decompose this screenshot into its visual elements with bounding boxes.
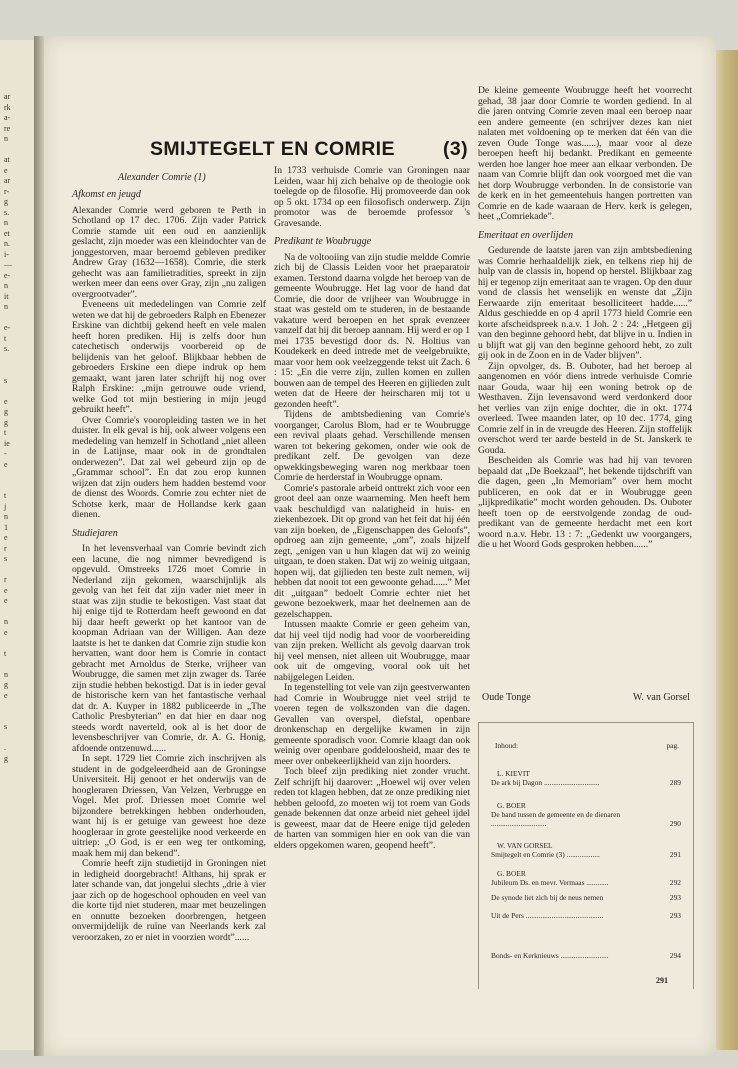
- left-page-fragment: g: [4, 197, 8, 206]
- book-gutter: [34, 36, 44, 1056]
- left-page-fragment: n: [4, 218, 8, 227]
- paragraph: Gedurende de laatste jaren van zijn ambtsbediening was Comrie herhaaldelijk ziek, en telkens riep hij de hulp van de classis in, hopend op herstel. Blijkbaar zag hij er tegenop zijn emeritaat aan te vragen. Op den duur vond de classis het wenselijk en wenste dat „Zijn Eerwaarde zijn emeritaat besolliciteert hadde......” Aldus geschiedde en op 4 april 1773 hield Comrie een korte afscheidspreek n.a.v. 1 Joh. 2 : 24: „Hetgeen gij van den beginne gehoord hebt, dat blijve in u. Indien in u blijft wat gij van den beginne gehoord hebt, zo zult gij ook in de Zoon en in de Vader blijven”.: [478, 245, 692, 361]
- toc-entry-page: 293: [669, 911, 681, 920]
- toc-entry-title: Smijtegelt en Comrie (3) ..................: [491, 850, 600, 859]
- left-page-fragment: e: [4, 627, 8, 637]
- left-page-fragment: e: [4, 533, 8, 542]
- toc-entry-title: De band tussen de gemeente en de dienaren ..............................: [491, 810, 621, 828]
- left-page-fragment: t: [4, 333, 7, 343]
- toc-entry-author: G. BOER: [497, 869, 526, 878]
- left-page-edge: [0, 40, 35, 1050]
- section-heading: Studiejaren: [72, 527, 118, 539]
- left-page-fragment: e: [4, 596, 8, 605]
- left-page-fragment: at: [4, 155, 10, 164]
- toc-entry[interactable]: [491, 769, 681, 787]
- toc-entry[interactable]: [491, 869, 681, 887]
- left-page-fragment: re: [4, 123, 11, 133]
- toc-entry[interactable]: [491, 951, 681, 960]
- toc-entry[interactable]: [491, 841, 681, 859]
- left-page-fragment: n: [4, 281, 8, 290]
- signature-place: Oude Tonge: [482, 692, 531, 703]
- left-page-fragment: n.: [4, 239, 10, 248]
- text-column-1: [72, 190, 266, 943]
- left-page-fragment: g: [4, 417, 8, 427]
- toc-entry[interactable]: [491, 801, 681, 828]
- signature-author: W. van Gorsel: [632, 692, 690, 703]
- left-page-fragment: n: [4, 512, 8, 521]
- paragraph: In het levensverhaal van Comrie bevindt zich een lacune, die nog nimmer bevredigend is opgevuld. Omstreeks 1726 moet Comrie in Nederland zijn gekomen, waarschijnlijk als gevolg van het feit dat zijn vader niet meer in staat was zijn studie te bekostigen. Vast staat dat hij enige tijd te Rotterdam heeft gewoond en dat hij daar heeft gewerkt op het kantoor van de koopman Adriaan van der Willigen. Aan deze laatste is het te danken dat Comrie zijn studie kon hervatten, want door hem is Comrie in contact gebracht met Arnoldus de Sterke, vrijheer van Woubrugge, die samen met zijn zwager ds. Tarée zijn studie hebben bekostigd. Dat is in ieder geval de historische kern van het fantastische verhaal dat dr. A. Kuyper in 1882 publiceerde in „The Catholic Presbyterian” en dat hier en daar nog steeds wordt naverteld, ook al is het door de levensbeschrijver van Comrie, dr. A. G. Honig, afdoende ontzenuwd......: [72, 543, 266, 754]
- toc-entry-page: 294: [669, 951, 681, 960]
- section-heading: Predikant te Woubrugge: [274, 236, 372, 247]
- left-page-fragment: e-: [4, 270, 11, 280]
- page-block-edge: [716, 50, 738, 1050]
- paragraph: Comrie's pastorale arbeid onttrekt zich voor een groot deel aan onze waarneming. Men heeft hem vaak beschuldigd van nalatigheid in huis- en ziekenbezoek. Dit op grond van het feit dat hij één van zijn boeken, de „Eigenschappen des Geloofs”, opdroeg aan zijn gemeente, „om”, zoals hijzelf zegt, „enigen van u hun klagen dat wij zo weinig uitgaan, te doen staken. Dat wij zo weinig uitgaan, hopen wij, dat gijlieden ten beste zult nemen, wij hebben dat nooit tot een gewoonte gehad......” Met dit „uitgaan” bedoelt Comrie echter niet het gewone bezoekwerk, maar het deelnemen aan de gezelschappen.: [274, 482, 470, 620]
- toc-entry-title: Uit de Pers ..........................................: [491, 911, 604, 920]
- left-page-fragment: ar: [4, 176, 11, 185]
- toc-entry-page: 292: [669, 878, 681, 887]
- toc-entry[interactable]: [491, 911, 681, 920]
- left-page-fragment: t: [4, 491, 7, 500]
- article-signature: [482, 692, 690, 703]
- left-page-fragment: a-: [4, 113, 11, 122]
- paragraph: Over Comrie's vooropleiding tasten we in het duister. In elk geval is hij, ook alweer volgens een mededeling van hemzelf in Schotland „niet alleen in de Latijnse, maar ook in de grondtalen onderwezen”. Dat zal wel gebeurd zijn op de „Grammar school”. En dat zou erop kunnen wijzen dat zijn ouders hem hadden bestemd voor de dienst des Woords. Comrie zou echter niet de Schotse kerk, maar de Hollandse kerk gaan dienen.: [72, 414, 266, 520]
- article-part-number: (3): [442, 138, 468, 160]
- toc-entry-title: De synode liet zich bij de neus nemen: [491, 893, 604, 902]
- paragraph: Toch bleef zijn prediking niet zonder vrucht. Zelf schrijft hij daarover: „Hoewel wij over velen reden tot klagen hebben, dat ze onze prediking niet hebben geloofd, zo moeten wij tot roem van Gods genade bekennen dat onze arbeid niet geheel ijdel is geweest, maar dat de Heere enige tijd geleden de harten van sommigen hier en ook van die van elders opgekomen waren, geopend heeft”.: [274, 766, 470, 851]
- left-page-fragment: s: [4, 722, 8, 731]
- toc-entry-page: 293: [669, 893, 681, 902]
- left-page-fragment: et: [4, 228, 10, 238]
- section-heading: Afkomst en jeugd: [72, 189, 141, 200]
- left-page-fragment: s.: [4, 344, 10, 353]
- left-page-fragment: n: [4, 302, 8, 311]
- left-page-fragment: e: [4, 396, 8, 406]
- left-page-fragment: e: [4, 165, 8, 175]
- toc-entry-page: 289: [669, 778, 681, 787]
- paragraph: In 1733 verhuisde Comrie van Groningen naar Leiden, waar hij zich behalve op de theologie ook toelegde op de filosofie. Hij promoveerde dan ook op 5 okt. 1734 op een filosofisch onderwerp. Zijn promotor was de beroemde professor 's Gravesande.: [274, 165, 470, 229]
- paragraph: In tegenstelling tot vele van zijn geestverwanten had Comrie in Woubrugge niet veel strijd te voeren tegen de volkszonden van die dagen. Gevallen van overspel, diefstal, openbare dronkenschap en dergelijke kwamen in zijn gemeente sporadisch voor. Comrie klaagt dan ook weinig over openbare goddeloosheid, maar des te meer over onbekeerlijkheid van zijn hoorders.: [274, 682, 470, 767]
- article-title: [150, 138, 468, 161]
- toc-heading: Inhoud:: [495, 741, 518, 750]
- paragraph: Zijn opvolger, ds. B. Ouboter, had het beroep al aangenomen en vóór diens intrede verhuisde Comrie naar Gouda, waar hij een woning betrok op de Westhaven. Zijn levensavond werd verdonkerd door het verlies van zijn enige dochter, die in okt. 1774 overleed. Twee maanden later, op 10 dec. 1774, ging Comrie zelf in in de vreugde des Heeren. Zijn stoffelijk overschot werd ter aarde besteld in de St. Janskerk te Gouda.: [478, 360, 692, 456]
- left-page-fragment: e: [4, 585, 8, 595]
- toc-entry-title: Bonds- en Kerknieuws ..........................: [491, 951, 609, 960]
- left-page-fragment: n: [4, 134, 8, 143]
- toc-entry-author: L. KIEVIT: [497, 769, 530, 778]
- toc-entry-title: De ark bij Dagon ..............................: [491, 778, 600, 787]
- left-page-fragment: n: [4, 617, 8, 626]
- toc-entry[interactable]: [491, 893, 681, 902]
- toc-entry-author: G. BOER: [497, 801, 526, 810]
- left-page-fragment: s: [4, 375, 8, 385]
- left-page-fragment: e-: [4, 323, 11, 332]
- left-page-fragment: n: [4, 669, 8, 679]
- left-page-fragment: 1: [4, 522, 8, 532]
- left-page-fragment: ie: [4, 438, 10, 448]
- left-page-fragment: t: [4, 648, 7, 658]
- left-page-fragment: i-: [4, 249, 9, 259]
- left-page-fragment: -: [4, 449, 7, 458]
- section-heading: Emeritaat en overlijden: [478, 229, 573, 241]
- toc-entry-page: 290: [669, 819, 681, 828]
- paragraph: Comrie heeft zijn studietijd in Groningen niet in ledigheid doorgebracht! Althans, hij sprak er later schande van, dat jongelui slechts „drie à vier jaar zich op de hogeschool ophouden en veel van die korte tijd niet studeren, maar met beuzelingen en onnutte bezoeken doorbrengen, hetgeen onvermijdelijk de ruïne van Neerlands kerk zal veroorzaken, zo er niet in voorzien wordt”......: [72, 858, 266, 943]
- paragraph: Tijdens de ambtsbediening van Comrie's voorganger, Carolus Blom, had er te Woubrugge een revival plaats gehad. Verschillende mensen waren tot bekering gekomen, onder wie ook de predikant zelf. De gevolgen van deze opwekkingsbeweging waren nog merkbaar toen Comrie de herderstaf in Woubrugge opnam.: [274, 409, 470, 483]
- left-page-fragment: .: [4, 743, 6, 752]
- paragraph: De kleine gemeente Woubrugge heeft het voorrecht gehad, 38 jaar door Comrie te worden gediend. In al die jaren ontving Comrie zeven maal een beroep naar een andere gemeente (en schrijver dezes kan niet nalaten met voldoening op te merken dat één van die zeven Oude Tonge was......), maar voor al deze beroepen heeft hij bedankt. Predikant en gemeente werden hoe langer hoe meer aan elkaar verbonden. De naam van Comrie blijft dan ook voorgoed met die van het dorp Woubrugge verbonden. In de consistorie van de kerk en in het gemeentehuis hangen portretten van Comrie en de kade waaraan de Herv. kerk is gelegen, heet „Comriekade”.: [478, 85, 692, 222]
- left-page-fragment: j: [4, 501, 7, 511]
- left-page-fragment: g: [4, 407, 8, 416]
- left-page-fragment: —: [4, 260, 12, 269]
- left-page-fragment: s.: [4, 207, 10, 217]
- left-page-fragment: it: [4, 291, 9, 301]
- paragraph: In sept. 1729 liet Comrie zich inschrijven als student in de godgeleerdheid aan de Groningse Universiteit. Hij genoot er het onderwijs van de hoogleraren Driessen, Van Velzen, Verbrugge en Vogel. Met prof. Driessen moet Comrie wel bijzondere betrekkingen hebben onderhouden, want hij is er getuige van geweest hoe deze hoogleraar in grote geestelijke nood verkeerde en uitriep: „O God, is er een weg ter ontkoming, maak hem mij dan bekend”.: [72, 753, 266, 859]
- toc-header: [495, 741, 679, 750]
- left-page-fragment: r: [4, 575, 7, 584]
- left-page-fragment: e: [4, 459, 8, 469]
- left-page-fragment: g: [4, 753, 8, 763]
- toc-page-label: pag.: [666, 741, 679, 750]
- paragraph: Intussen maakte Comrie er geen geheim van, dat hij veel tijd nodig had voor de voorbereiding van zijn preken. Wellicht als gevolg daarvan trok hij veel mensen, niet alleen uit Woubrugge, maar ook uit de omgeving, vooral ook uit het nabijgelegen Leiden.: [274, 619, 470, 683]
- text-column-2: [274, 166, 470, 851]
- toc-entry-page: 291: [669, 850, 681, 859]
- toc-entry-author: W. VAN GORSEL: [497, 841, 553, 850]
- left-page-fragment: ar: [4, 92, 11, 101]
- paragraph: Alexander Comrie werd geboren te Perth in Schotland op 17 dec. 1706. Zijn vader Patrick Comrie stamde uit een oud en aanzienlijk geslacht, zijn moeder was een kleindochter van de jonggestorven, maar beroemd gebleven prediker Andrew Gray (1632—1658). Comrie, die sterk gehecht was aan familietradities, spreekt in zijn werken meer dan eens over Gray, zijn „nu zaligen overgrootvader”.: [72, 204, 266, 300]
- left-page-fragment: r-: [4, 186, 10, 196]
- paragraph: Eveneens uit mededelingen van Comrie zelf weten we dat hij de gebroeders Ralph en Ebenezer Erskine van dichtbij gekend heeft en vele malen heeft horen prediken. Hij is zelfs door hun catechetisch onderwijs voorbereid op de belijdenis van het geloof. Blijkbaar hebben de gebroeders Erskine een diepe indruk op hem gemaakt, want jaren later schrijft hij nog over Ralph Erskine: „mijn getrouwe oude vriend, welke God tot mijn bestiering in mijn jeugd gebruikt heeft”.: [72, 299, 266, 415]
- paragraph: Bescheiden als Comrie was had hij van tevoren bepaald dat „De Boekzaal”, het bekende tijdschrift van die dagen, geen „In Memoriam” over hem mocht publiceren, en ook dat er in Woubrugge geen „lijkpredikatie” mocht worden gehouden. Ds. Ouboter heeft toen op de eerstvolgende zondag de oud-predikant van de gemeente herdacht met een kort woord n.a.v. Hebr. 13 : 7: „Gedenkt uw voorgangers, die u het Woord Gods gesproken hebben......”: [478, 455, 692, 550]
- page-number: 291: [656, 976, 668, 985]
- article-title-text: SMIJTEGELT EN COMRIE: [150, 138, 395, 160]
- left-page-fragment: t: [4, 428, 7, 437]
- left-page-fragment: g: [4, 680, 8, 689]
- left-page-fragment: rk: [4, 102, 11, 112]
- paragraph: Na de voltooiing van zijn studie meldde Comrie zich bij de Classis Leiden voor het praeparatoir examen. Terstond daarna volgde het beroep van de gemeente Woubrugge. Het lag voor de hand dat Comrie, die door de vrijheer van Woubrugge in staat was gesteld om te studeren, in de bestaande vakature werd beroepen en het sprak evenzeer vanzelf dat hij dit beroep aannam. Hij werd er op 1 mei 1735 bevestigd door ds. N. Holtius van Koudekerk en deed intrede met de veelgebruikte, maar voor hem ook veelzeggende tekst uit Zach. 6 : 15: „En die verre zijn, zullen komen en zullen bouwen aan de tempel des Heeren en gijlieden zult weten dat de Heere der heirscharen mij tot u gezonden heeft”.: [274, 251, 470, 410]
- text-column-3: [478, 86, 692, 551]
- toc-entry-title: Jubileum Ds. en mevr. Vermaas ............: [491, 878, 609, 887]
- table-of-contents: [478, 722, 694, 989]
- left-page-fragment: e: [4, 690, 8, 700]
- left-page-fragment: r: [4, 543, 7, 553]
- left-page-fragment: s: [4, 554, 8, 563]
- article-subtitle: Alexander Comrie (1): [118, 172, 206, 183]
